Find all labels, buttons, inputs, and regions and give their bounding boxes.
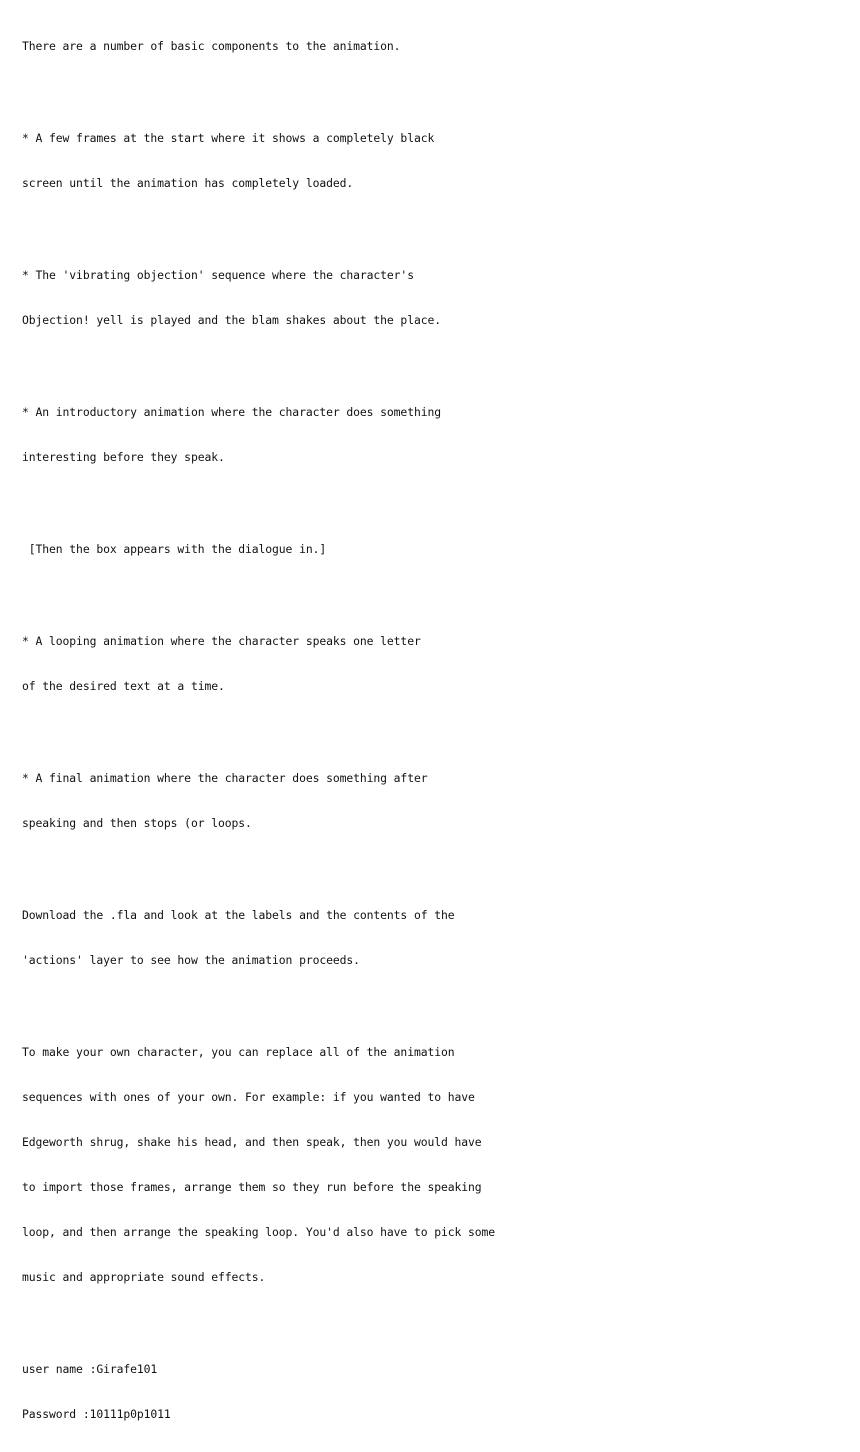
username-line: user name :Girafe101 (22, 1362, 158, 1376)
bullet-line: Objection! yell is played and the blam shakes about the place. (22, 313, 441, 327)
bullet-line: * A few frames at the start where it shows a completely black (22, 131, 435, 145)
dialogue-box-note (22, 512, 842, 587)
custom-line: music and appropriate sound effects. (22, 1270, 266, 1284)
password-line: Password :10111p0p1011 (22, 1407, 171, 1421)
download-paragraph (22, 878, 842, 998)
note-line: [Then the box appears with the dialogue in.] (22, 542, 327, 556)
bullet-final-animation (22, 741, 842, 861)
bullet-line: * A final animation where the character does something after (22, 771, 428, 785)
bullet-line: * An introductory animation where the character does something (22, 405, 441, 419)
custom-line: sequences with ones of your own. For example: if you wanted to have (22, 1090, 475, 1104)
bullet-line: of the desired text at a time. (22, 679, 225, 693)
intro-paragraph (22, 9, 842, 84)
custom-line: to import those frames, arrange them so they run before the speaking (22, 1180, 482, 1194)
bullet-speaking-loop (22, 604, 842, 724)
bullet-line: * A looping animation where the character speaks one letter (22, 634, 421, 648)
download-line: Download the .fla and look at the labels and the contents of the (22, 908, 455, 922)
bullet-blank-frames (22, 101, 842, 221)
bullet-objection (22, 238, 842, 358)
custom-line: loop, and then arrange the speaking loop. You'd also have to pick some (22, 1225, 496, 1239)
custom-line: To make your own character, you can replace all of the animation (22, 1045, 455, 1059)
custom-line: Edgeworth shrug, shake his head, and then speak, then you would have (22, 1135, 482, 1149)
bullet-line: screen until the animation has completely loaded. (22, 176, 354, 190)
document-body (22, 9, 842, 1452)
download-line: 'actions' layer to see how the animation proceeds. (22, 953, 360, 967)
bullet-line: interesting before they speak. (22, 450, 225, 464)
credentials-block (22, 1332, 842, 1452)
intro-text: There are a number of basic components to the animation. (22, 39, 401, 53)
bullet-line: speaking and then stops (or loops. (22, 816, 252, 830)
bullet-intro-animation (22, 375, 842, 495)
custom-character-paragraph (22, 1015, 842, 1315)
bullet-line: * The 'vibrating objection' sequence where the character's (22, 268, 414, 282)
